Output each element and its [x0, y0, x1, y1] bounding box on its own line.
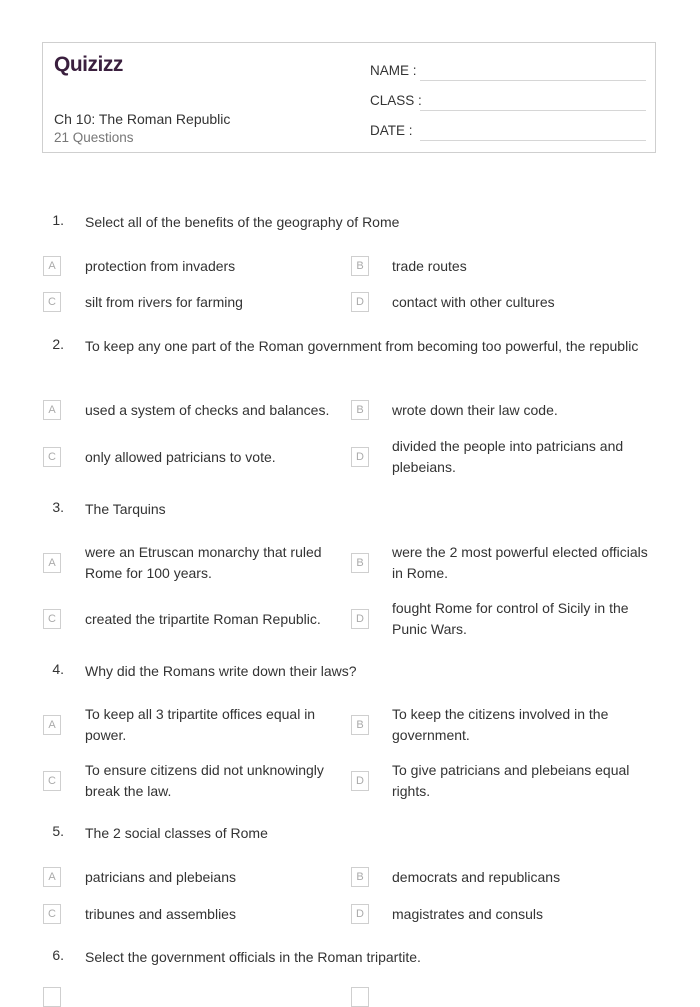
option-c-box: C — [43, 904, 61, 924]
option-b-box: B — [351, 867, 369, 887]
question-text: Select all of the benefits of the geography of Rome — [85, 214, 400, 230]
option-c-text: only allowed patricians to vote. — [85, 449, 276, 465]
question-number: 5. — [52, 823, 64, 839]
option-b-text: wrote down their law code. — [392, 402, 558, 418]
option-a-text: To keep all 3 tripartite offices equal in power. — [85, 706, 316, 743]
option-b-box — [351, 987, 369, 1007]
option-d-box: D — [351, 771, 369, 791]
question-text: The Tarquins — [85, 501, 166, 517]
option-a-box: A — [43, 256, 61, 276]
option-c-text: created the tripartite Roman Republic. — [85, 611, 321, 627]
option-b-text: To keep the citizens involved in the government. — [392, 706, 609, 743]
option-d-box: D — [351, 609, 369, 629]
date-field[interactable] — [370, 119, 646, 141]
worksheet-header — [42, 42, 656, 153]
option-a-box — [43, 987, 61, 1007]
option-c-text: To ensure citizens did not unknowingly break the law. — [85, 762, 324, 799]
option-d-box: D — [351, 292, 369, 312]
name-field[interactable] — [370, 59, 646, 81]
question-number: 2. — [52, 336, 64, 352]
option-a-text: were an Etruscan monarchy that ruled Rome for 100 years. — [85, 544, 322, 581]
option-d-box: D — [351, 904, 369, 924]
quiz-title: Ch 10: The Roman Republic — [54, 111, 231, 127]
option-a-box: A — [43, 715, 61, 735]
question-count: 21 Questions — [54, 130, 134, 145]
option-d-text: contact with other cultures — [392, 294, 555, 310]
question-text: Why did the Romans write down their laws? — [85, 663, 357, 679]
option-b-text: trade routes — [392, 258, 467, 274]
date-line[interactable] — [420, 140, 646, 141]
option-b-box: B — [351, 715, 369, 735]
option-c-text: tribunes and assemblies — [85, 906, 236, 922]
question-number: 4. — [52, 661, 64, 677]
option-b-box: B — [351, 553, 369, 573]
option-d-text: divided the people into patricians and plebeians. — [392, 438, 624, 475]
option-a-box: A — [43, 867, 61, 887]
option-a-text: patricians and plebeians — [85, 869, 236, 885]
option-d-text: fought Rome for control of Sicily in the Punic Wars. — [392, 600, 629, 637]
question-text: Select the government officials in the Roman tripartite. — [85, 949, 421, 965]
option-b-box: B — [351, 256, 369, 276]
question-text: To keep any one part of the Roman government from becoming too powerful, the republic — [85, 338, 639, 354]
option-c-text: silt from rivers for farming — [85, 294, 243, 310]
option-b-text: democrats and republicans — [392, 869, 561, 885]
date-label: DATE : — [370, 123, 413, 138]
class-line[interactable] — [420, 110, 646, 111]
name-label: NAME : — [370, 63, 417, 78]
option-c-box: C — [43, 609, 61, 629]
option-c-box: C — [43, 447, 61, 467]
option-c-box: C — [43, 292, 61, 312]
option-a-text: protection from invaders — [85, 258, 236, 274]
question-number: 1. — [52, 212, 64, 228]
option-c-box: C — [43, 771, 61, 791]
option-a-text: used a system of checks and balances. — [85, 402, 330, 418]
class-field[interactable] — [370, 89, 646, 111]
option-b-text: were the 2 most powerful elected officials in Rome. — [392, 544, 648, 581]
option-d-text: To give patricians and plebeians equal rights. — [392, 762, 630, 799]
option-b-box: B — [351, 400, 369, 420]
option-a-box: A — [43, 553, 61, 573]
question-text: The 2 social classes of Rome — [85, 825, 268, 841]
class-label: CLASS : — [370, 93, 422, 108]
option-d-box: D — [351, 447, 369, 467]
quizizz-logo: Quizizz — [54, 53, 123, 76]
question-number: 6. — [52, 947, 64, 963]
option-a-box: A — [43, 400, 61, 420]
name-line[interactable] — [420, 80, 646, 81]
option-d-text: magistrates and consuls — [392, 906, 543, 922]
question-number: 3. — [52, 499, 64, 515]
